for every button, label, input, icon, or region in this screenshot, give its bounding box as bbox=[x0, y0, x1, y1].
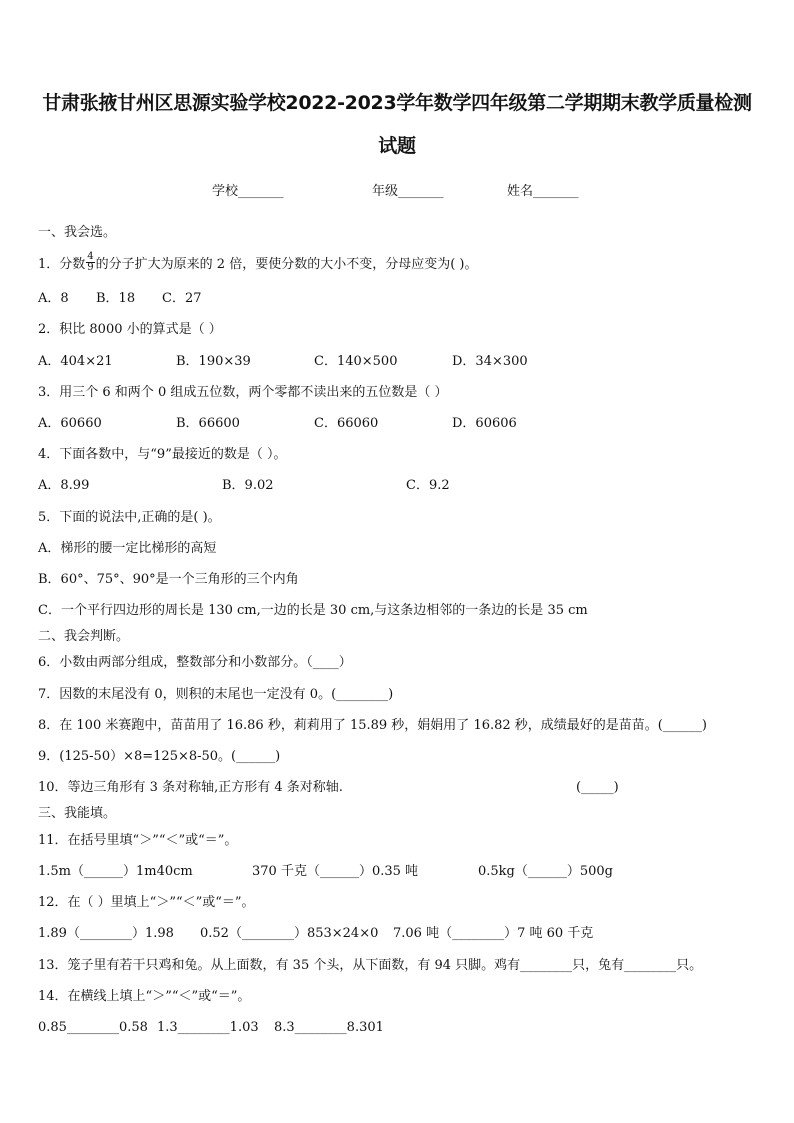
q14-item-b: 1.3________1.03 bbox=[157, 1020, 259, 1035]
section-judge: 二、我会判断。 bbox=[38, 629, 130, 644]
grade-field: 年级_______ bbox=[372, 184, 444, 199]
q3-option-c: C．66060 bbox=[314, 416, 379, 431]
question-5: 5．下面的说法中,正确的是( )。 bbox=[38, 510, 221, 525]
q3-option-b: B．66600 bbox=[176, 416, 240, 431]
q1-option-a: A．8 bbox=[38, 291, 69, 306]
q4-option-b: B．9.02 bbox=[222, 478, 274, 493]
q12-item-a: 1.89（________）1.98 bbox=[38, 926, 174, 941]
q10-answer-blank: (_____) bbox=[576, 780, 619, 795]
school-field: 学校_______ bbox=[212, 184, 284, 199]
question-4: 4．下面各数中，与“9”最接近的数是（ ）。 bbox=[38, 447, 287, 462]
q5-option-b: B．60°、75°、90°是一个三角形的三个内角 bbox=[38, 572, 299, 587]
question-10: 10．等边三角形有 3 条对称轴,正方形有 4 条对称轴. bbox=[38, 780, 343, 795]
question-13: 13．笼子里有若干只鸡和兔。从上面数，有 35 个头，从下面数，有 94 只脚。鸡有________只，兔有________只。 bbox=[38, 958, 703, 973]
title-line-1: 甘肃张掖甘州区思源实验学校2022-2023学年数学四年级第二学期期末教学质量检测 bbox=[42, 92, 752, 114]
q12-item-c: 7.06 吨（________）7 吨 60 千克 bbox=[393, 926, 594, 941]
q5-option-c: C．一个平行四边形的周长是 130 cm,一边的长是 30 cm,与这条边相邻的一条边的长是 35 cm bbox=[38, 603, 588, 618]
q1-suffix: 的分子扩大为原来的 2 倍，要使分数的大小不变，分母应变为( )。 bbox=[95, 257, 478, 272]
q3-option-d: D．60606 bbox=[452, 416, 517, 431]
q14-item-c: 8.3________8.301 bbox=[274, 1020, 384, 1035]
question-7: 7．因数的末尾没有 0，则积的末尾也一定没有 0。(________) bbox=[38, 687, 394, 702]
q2-option-c: C．140×500 bbox=[314, 354, 398, 369]
question-11: 11．在括号里填“＞”“＜”或“＝”。 bbox=[38, 833, 238, 848]
question-9: 9．(125-50）×8=125×8-50。(______) bbox=[38, 749, 281, 764]
question-6: 6．小数由两部分组成，整数部分和小数部分。（____） bbox=[38, 655, 352, 670]
q11-item-a: 1.5m（______）1m40cm bbox=[38, 864, 193, 879]
question-12: 12．在（ ）里填上“＞”“＜”或“＝”。 bbox=[38, 895, 255, 910]
q3-option-a: A．60660 bbox=[38, 416, 102, 431]
q5-option-a: A．梯形的腰一定比梯形的高短 bbox=[38, 541, 217, 556]
fraction-denominator: 9 bbox=[87, 262, 94, 273]
fraction-numerator: 4 bbox=[87, 251, 94, 262]
question-14: 14．在横线上填上“＞”“＜”或“＝”。 bbox=[38, 989, 251, 1004]
question-1 bbox=[38, 251, 478, 275]
question-2: 2．积比 8000 小的算式是（ ） bbox=[38, 322, 222, 337]
q1-prefix: 1．分数 bbox=[38, 257, 86, 272]
q4-option-c: C．9.2 bbox=[406, 478, 450, 493]
section-choice: 一、我会选。 bbox=[38, 225, 117, 240]
q4-option-a: A．8.99 bbox=[38, 478, 90, 493]
question-8: 8．在 100 米赛跑中，苗苗用了 16.86 秒，莉莉用了 15.89 秒，娟娟用了 16.82 秒，成绩最好的是苗苗。(______) bbox=[38, 718, 707, 733]
q2-option-d: D．34×300 bbox=[452, 354, 528, 369]
question-3: 3．用三个 6 和两个 0 组成五位数，两个零都不读出来的五位数是（ ） bbox=[38, 385, 448, 400]
q2-option-b: B．190×39 bbox=[176, 354, 251, 369]
section-fill: 三、我能填。 bbox=[38, 806, 117, 821]
q2-option-a: A．404×21 bbox=[38, 354, 113, 369]
q11-item-c: 0.5kg（______）500g bbox=[478, 864, 614, 879]
name-field: 姓名_______ bbox=[507, 184, 579, 199]
fraction bbox=[86, 252, 94, 273]
q12-item-b: 0.52（________）853×24×0 bbox=[200, 926, 379, 941]
q11-item-b: 370 千克（______）0.35 吨 bbox=[252, 864, 419, 879]
title-line-2: 试题 bbox=[378, 135, 416, 157]
q1-option-b: B．18 bbox=[96, 291, 136, 306]
q1-option-c: C．27 bbox=[162, 291, 202, 306]
q14-item-a: 0.85________0.58 bbox=[38, 1020, 148, 1035]
